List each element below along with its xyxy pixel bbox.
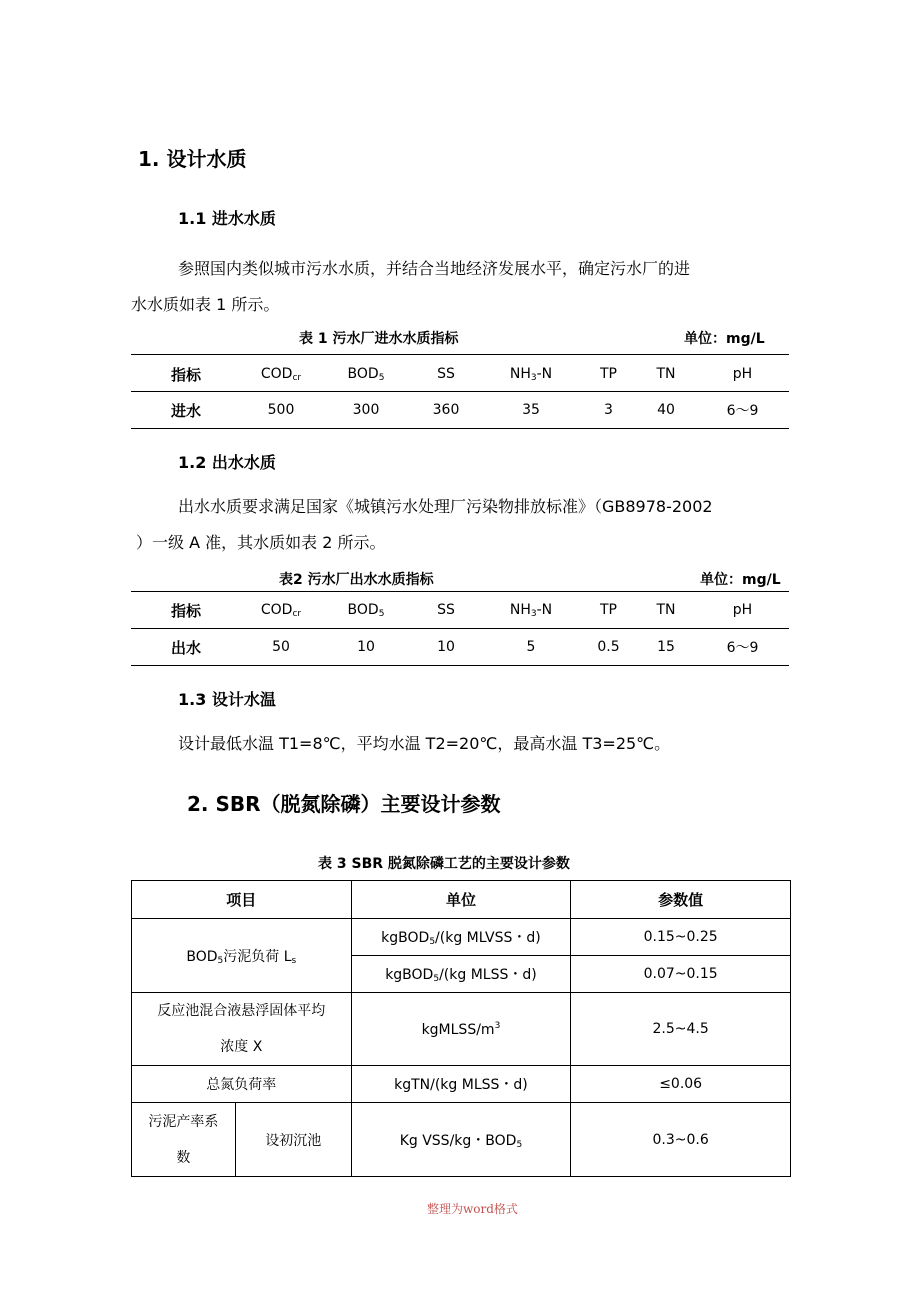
table-3-value-cell: 2.5~4.5 — [571, 993, 791, 1066]
subsection-1-1-title: 1.1 进水水质 — [178, 209, 276, 228]
table-2-row-label: 出水 — [170, 638, 201, 657]
table-row — [132, 993, 791, 1066]
table-3-unit-cell: Kg VSS/kg・$BOD_5$ — [351, 1103, 571, 1177]
paragraph-1-1-line1: 参照国内类似城市污水水质，并结合当地经济发展水平，确定污水厂的进 — [178, 259, 691, 278]
table-3-value-cell: 0.15~0.25 — [571, 919, 791, 956]
table-1-header-tn: TN — [656, 366, 676, 382]
paragraph-1-1-line2: 水水质如表 1 所示。 — [131, 295, 280, 314]
table-2-header-label: 指标 — [170, 601, 201, 620]
table-1-header-ph: pH — [732, 366, 753, 382]
table-2-cell: 10 — [437, 639, 455, 655]
table-2-header-tp: TP — [600, 602, 617, 618]
table-3-unit-cell: kgTN/(kg MLSS・d) — [351, 1066, 571, 1103]
table-1-data-row — [131, 396, 789, 424]
table-2-unit: 单位：mg/L — [700, 572, 781, 588]
table-2-header-ss: SS — [437, 602, 455, 618]
table-3-header-value: 参数值 — [571, 881, 791, 919]
table-1-mid-rule — [131, 391, 789, 392]
table-3-unit-cell: kgMLSS/$m^3$ — [351, 993, 571, 1066]
table-1-header-ss: SS — [437, 366, 455, 382]
table-2-cell: 50 — [272, 639, 290, 655]
table-3-unit-cell: kgBOD$_5$/(kg MLSS・d) — [351, 956, 571, 993]
table-2-header-cod: $COD_{cr}$ — [260, 601, 302, 619]
table-2-header-ph: pH — [732, 602, 753, 618]
table-1-header-nh3n: $NH_3-N$ — [509, 365, 553, 383]
table-1-header-tp: TP — [600, 366, 617, 382]
table-3-bod-load-label: $BOD_5$污泥负荷 $L_s$ — [132, 919, 352, 993]
table-3-value-cell: 0.3~0.6 — [571, 1103, 791, 1177]
table-2-header-row — [131, 596, 789, 624]
table-1-cell: 3 — [604, 402, 613, 418]
table-2-cell: 5 — [526, 639, 536, 655]
table-3-primary-settling-label: 设初沉池 — [235, 1103, 351, 1177]
table-row — [132, 919, 791, 956]
table-3-header-unit: 单位 — [351, 881, 571, 919]
table-3-value-cell: ≤0.06 — [571, 1066, 791, 1103]
table-3-value-cell: 0.07~0.15 — [571, 956, 791, 993]
table-2-cell: 6～9 — [726, 640, 759, 656]
table-row — [132, 1066, 791, 1103]
table-1-cell: 300 — [352, 402, 380, 418]
table-3-header-item: 项目 — [132, 881, 352, 919]
table-3 — [131, 880, 791, 1177]
table-1-caption: 表 1 污水厂进水水质指标 — [299, 331, 459, 347]
table-3-caption: 表 3 SBR 脱氮除磷工艺的主要设计参数 — [318, 856, 570, 872]
subsection-1-3-title: 1.3 设计水温 — [178, 690, 276, 709]
table-1-header-label: 指标 — [170, 365, 201, 384]
table-3-header-row — [132, 881, 791, 919]
table-2-caption: 表2 污水厂出水水质指标 — [279, 572, 434, 588]
table-1-unit: 单位：mg/L — [684, 331, 765, 347]
paragraph-1-2-line2: ）一级 A 准，其水质如表 2 所示。 — [136, 533, 386, 552]
table-3-unit-cell: kgBOD$_5$/(kg MLVSS・d) — [351, 919, 571, 956]
subsection-1-2-title: 1.2 出水水质 — [178, 453, 276, 472]
paragraph-1-2-line1: 出水水质要求满足国家《城镇污水处理厂污染物排放标准》（GB8978-2002 — [178, 497, 713, 516]
table-2-cell: 10 — [357, 639, 375, 655]
table-1-bottom-rule — [131, 428, 789, 429]
table-2-header-bod: $BOD_5$ — [347, 601, 385, 619]
table-2-cell: 0.5 — [597, 639, 620, 655]
table-1-cell: 40 — [657, 402, 675, 418]
table-1-cell: 35 — [522, 402, 540, 418]
table-2-cell: 15 — [657, 639, 675, 655]
table-1-cell: 6～9 — [726, 403, 759, 419]
paragraph-1-3: 设计最低水温 T1=8℃，平均水温 T2=20℃，最高水温 T3=25℃。 — [178, 734, 671, 753]
table-2-bottom-rule — [131, 665, 789, 666]
table-2-mid-rule — [131, 628, 789, 629]
table-3-tn-load-label: 总氮负荷率 — [132, 1066, 352, 1103]
section-1-title: 1. 设计水质 — [138, 147, 247, 171]
table-2-top-rule — [131, 591, 789, 592]
table-2-header-tn: TN — [656, 602, 676, 618]
table-1-top-rule — [131, 354, 789, 355]
table-row — [132, 1103, 791, 1177]
section-2-title: 2. SBR（脱氮除磷）主要设计参数 — [187, 792, 501, 816]
table-3-sludge-yield-label: 污泥产率系 数 — [132, 1103, 236, 1177]
footer-note: 整理为word格式 — [427, 1202, 518, 1216]
table-3-mlss-label: 反应池混合液悬浮固体平均 浓度 X — [132, 993, 352, 1066]
table-1-header-cod: $COD_{cr}$ — [260, 365, 302, 383]
table-1-cell: 360 — [432, 402, 460, 418]
table-1-header-row — [131, 360, 789, 388]
table-1-cell: 500 — [267, 402, 295, 418]
table-1-header-bod: $BOD_5$ — [347, 365, 385, 383]
table-2-header-nh3n: $NH_3-N$ — [509, 601, 553, 619]
table-2-data-row — [131, 633, 789, 661]
table-1-row-label: 进水 — [170, 401, 201, 420]
